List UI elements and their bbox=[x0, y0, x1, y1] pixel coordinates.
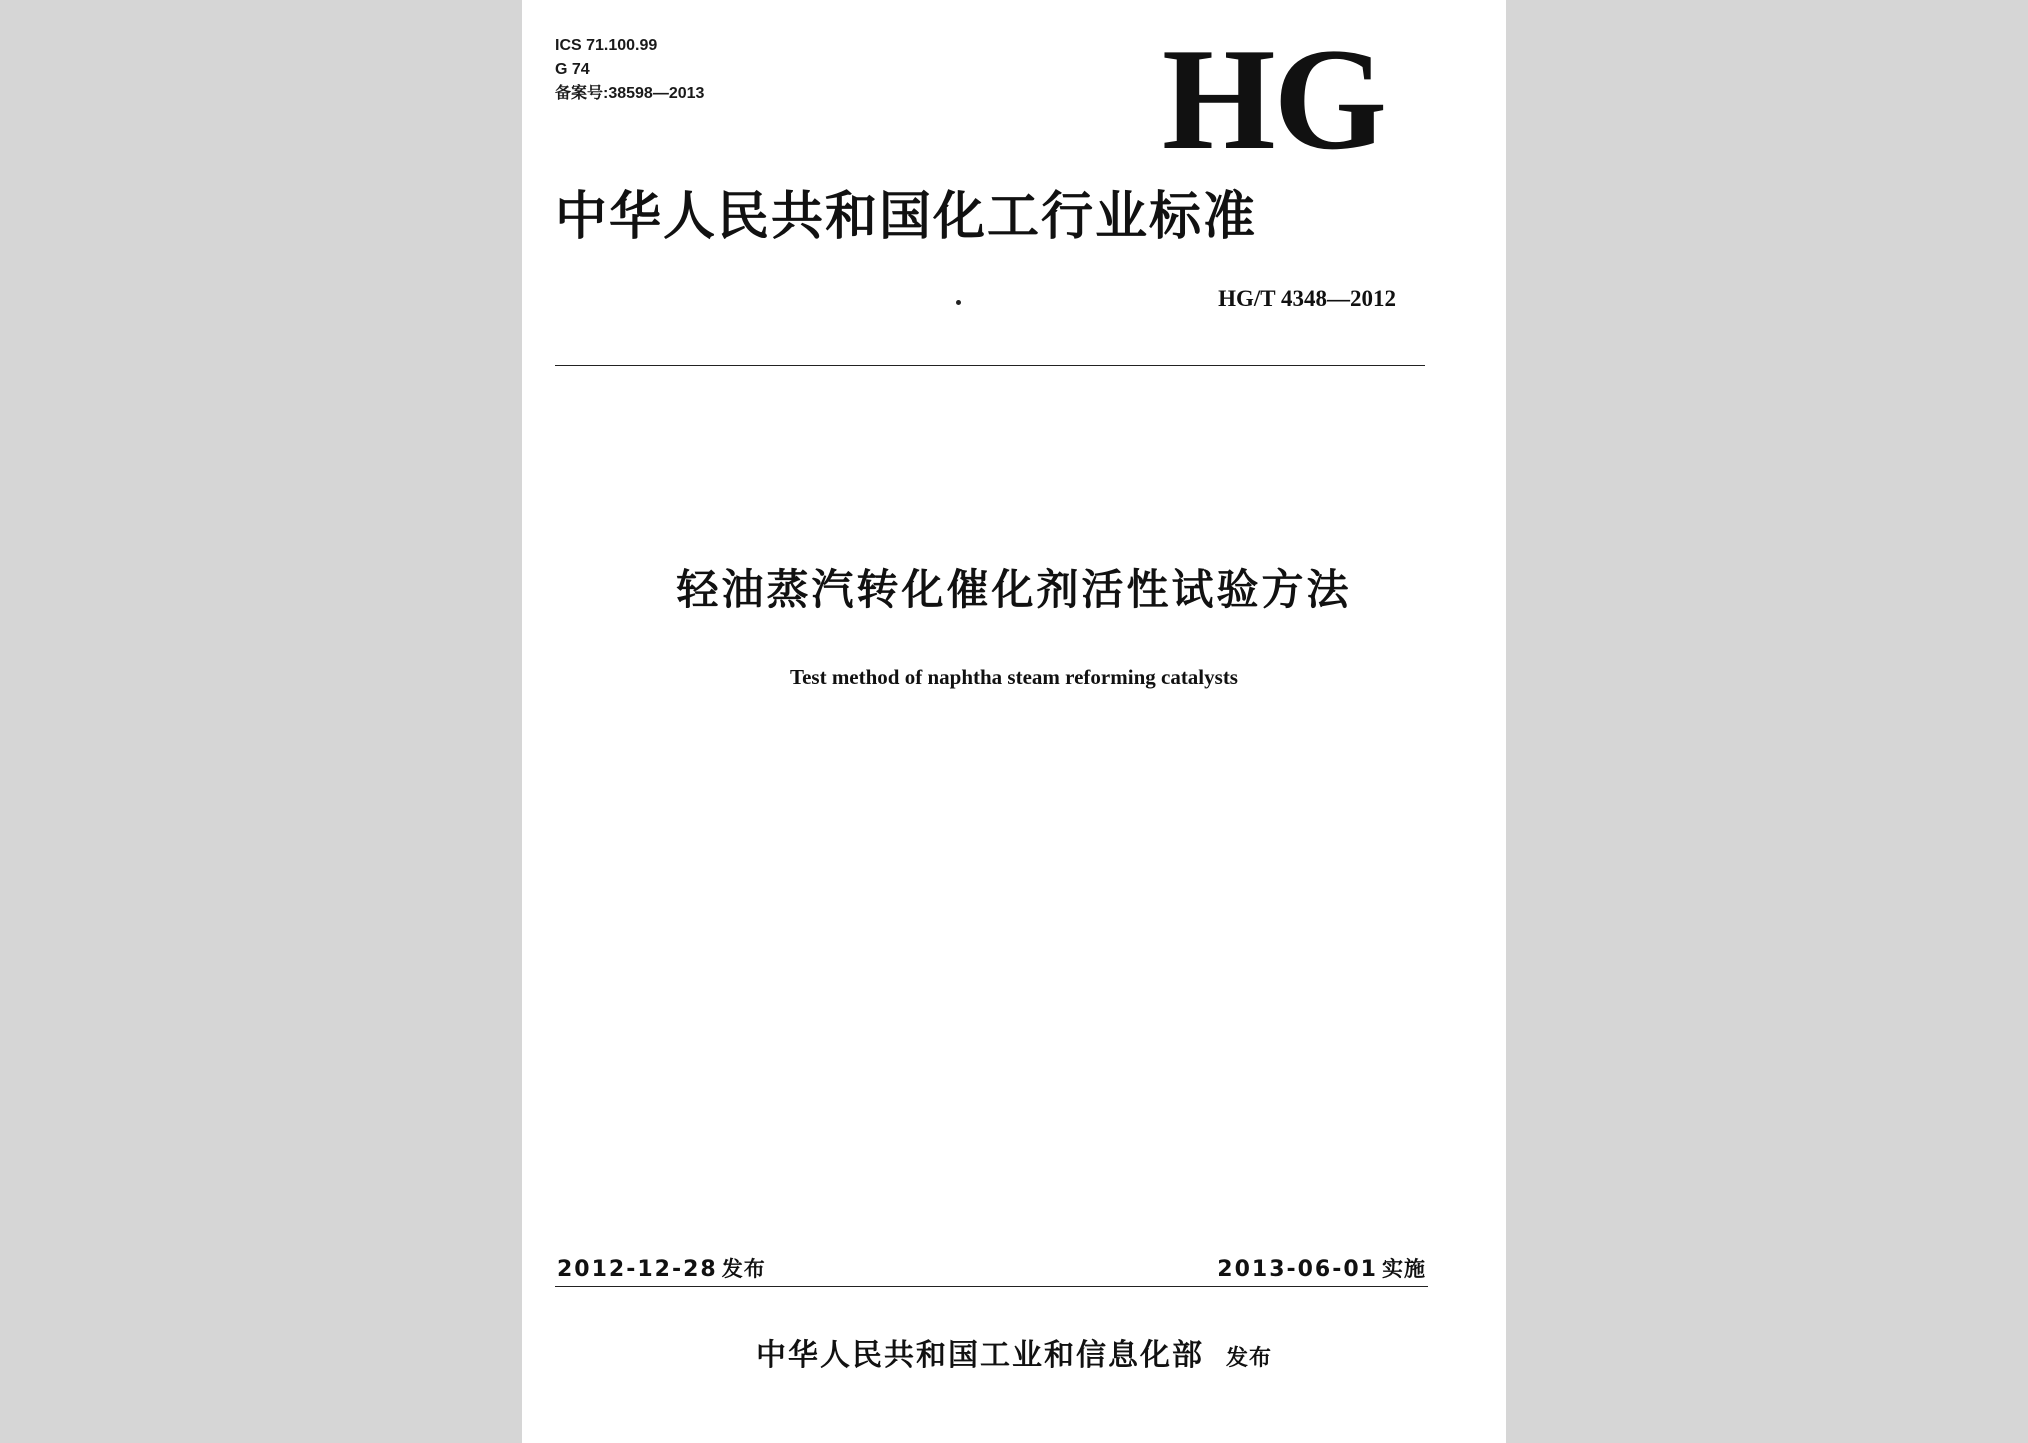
header-divider bbox=[555, 365, 1425, 366]
standard-code: HG/T 4348—2012 bbox=[1218, 286, 1396, 311]
chinese-title: 轻油蒸汽转化催化剂活性试验方法 bbox=[676, 565, 1352, 614]
record-number: 备案号:38598—2013 bbox=[555, 85, 705, 102]
issuer-name: 中华人民共和国工业和信息化部 bbox=[755, 1338, 1204, 1373]
scan-dot bbox=[956, 300, 961, 305]
english-title: Test method of naphtha steam reforming catalysts bbox=[790, 665, 1238, 689]
issuer bbox=[522, 1336, 1506, 1379]
classification-block bbox=[555, 34, 704, 106]
implementation-date-label: 实施 bbox=[1382, 1257, 1426, 1281]
issue-date-label: 发布 bbox=[721, 1257, 766, 1281]
implementation-date-value: 2013-06-01 bbox=[1217, 1257, 1378, 1282]
implementation-date bbox=[1217, 1254, 1426, 1285]
ccs-code: G 74 bbox=[555, 61, 590, 78]
issuer-label: 发布 bbox=[1225, 1346, 1272, 1371]
ics-code: ICS 71.100.99 bbox=[555, 37, 658, 54]
issue-date bbox=[557, 1254, 766, 1285]
footer-divider bbox=[555, 1286, 1428, 1287]
hg-logo: HG bbox=[1162, 18, 1386, 180]
standard-title: 中华人民共和国化工行业标准 bbox=[555, 187, 1258, 247]
document-page bbox=[522, 0, 1506, 1443]
issue-date-value: 2012-12-28 bbox=[557, 1257, 718, 1282]
